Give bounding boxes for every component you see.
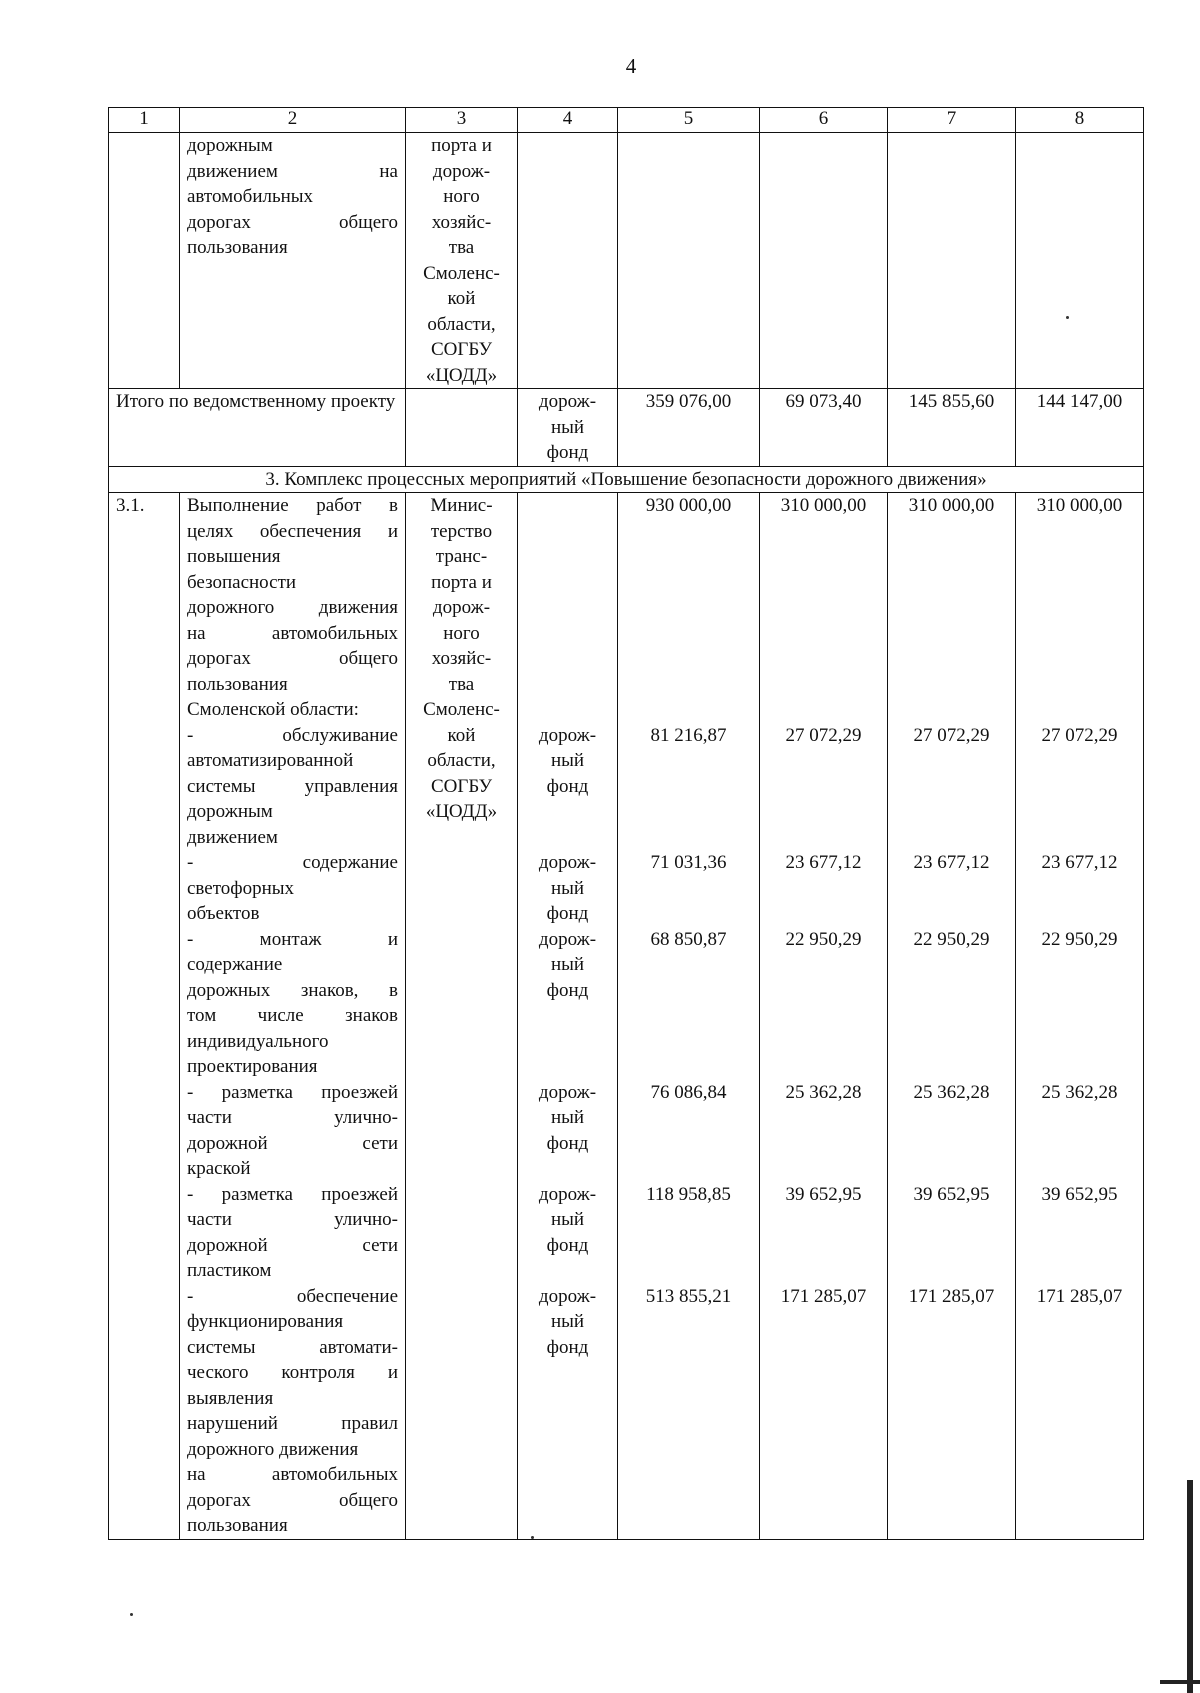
subitem-funding-source: дорож- ный фонд — [518, 1080, 618, 1182]
subitem-value-7: 171 285,07 — [888, 1284, 1016, 1540]
subitem-value-6: 27 072,29 — [760, 723, 888, 851]
subitem-description — [180, 850, 406, 927]
total-row — [109, 389, 1144, 467]
subitem-description-line: пластиком — [187, 1260, 272, 1281]
col-number-6: 6 — [760, 108, 888, 133]
item-description-line: Смоленской области: — [187, 699, 359, 720]
subitem-description-line: системы автомати- — [187, 1336, 398, 1358]
scan-speck — [1066, 316, 1069, 319]
subitem-description-line: краской — [187, 1158, 251, 1179]
subitem-description-line: дорогах общего — [187, 1489, 398, 1511]
subitem-row — [109, 1182, 1144, 1284]
continuation-line: движением на — [187, 160, 398, 182]
subitem-description-line: светофорных — [187, 877, 295, 899]
continuation-description — [180, 133, 406, 389]
subitem-description-line: - обеспечение — [187, 1285, 398, 1307]
subitem-description-line: индивидуального — [187, 1030, 329, 1052]
subitem-description-line: объектов — [187, 903, 260, 924]
item-value-5: 930 000,00 — [618, 493, 760, 723]
subitem-description-line: дорожной сети — [187, 1234, 398, 1256]
subitem-row — [109, 723, 1144, 851]
item-value-6: 310 000,00 — [760, 493, 888, 723]
subitem-value-5: 513 855,21 — [618, 1284, 760, 1540]
total-value-6: 69 073,40 — [760, 389, 888, 467]
item-description-line: пользования — [187, 673, 288, 695]
subitem-row — [109, 1080, 1144, 1182]
col-number-5: 5 — [618, 108, 760, 133]
subitem-value-7: 23 677,12 — [888, 850, 1016, 927]
subitem-description-line: дорожным — [187, 801, 273, 822]
subitem-value-8: 39 652,95 — [1016, 1182, 1144, 1284]
item-executor: Минис- терство транс- порта и дорож- ного хозяйс- тва Смоленс- кой области, СОГБУ «ЦОДД» — [406, 493, 518, 1540]
program-table — [108, 107, 1144, 1540]
subitem-description-line: - содержание — [187, 852, 398, 873]
col-number-3: 3 — [406, 108, 518, 133]
subitem-description-line: автоматизированной — [187, 750, 354, 771]
continuation-line: дорожным — [187, 135, 273, 156]
subitem-value-5: 71 031,36 — [618, 850, 760, 927]
subitem-value-7: 39 652,95 — [888, 1182, 1016, 1284]
scan-speck — [130, 1613, 133, 1616]
subitem-value-5: 81 216,87 — [618, 723, 760, 851]
subitem-funding-source: дорож- ный фонд — [518, 1284, 618, 1540]
subitem-funding-source: дорож- ный фонд — [518, 850, 618, 927]
subitem-value-7: 27 072,29 — [888, 723, 1016, 851]
subitem-value-6: 171 285,07 — [760, 1284, 888, 1540]
item-description-line: дорогах общего — [187, 648, 398, 669]
continuation-executor: порта и дорож- ного хозяйс- тва Смоленс- кой области, СОГБУ «ЦОДД» — [406, 133, 518, 389]
subitem-description — [180, 1284, 406, 1540]
section-row — [109, 466, 1144, 493]
section-title: 3. Комплекс процессных мероприятий «Повышение безопасности дорожного движения» — [109, 466, 1144, 493]
subitem-value-7: 25 362,28 — [888, 1080, 1016, 1182]
subitem-value-8: 22 950,29 — [1016, 927, 1144, 1080]
subitem-description-line: дорожной сети — [187, 1132, 398, 1154]
page-number: 4 — [625, 54, 637, 78]
item-row — [109, 493, 1144, 723]
subitem-description-line: содержание — [187, 954, 283, 975]
subitem-value-5: 118 958,85 — [618, 1182, 760, 1284]
total-funding-source: дорож- ный фонд — [518, 389, 618, 467]
subitem-value-5: 68 850,87 — [618, 927, 760, 1080]
item-value-7: 310 000,00 — [888, 493, 1016, 723]
subitem-value-7: 22 950,29 — [888, 927, 1016, 1080]
subitem-value-8: 23 677,12 — [1016, 850, 1144, 927]
subitem-description-line: функционирования — [187, 1311, 344, 1332]
scan-edge-mark — [1160, 1680, 1200, 1684]
subitem-row — [109, 1284, 1144, 1540]
item-description — [180, 493, 406, 723]
subitem-description-line: движением — [187, 826, 278, 848]
subitem-description-line: нарушений правил — [187, 1413, 398, 1434]
subitem-description-line: дорожных знаков, в — [187, 979, 398, 1001]
total-value-7: 145 855,60 — [888, 389, 1016, 467]
subitem-description-line: пользования — [187, 1515, 288, 1536]
subitem-description — [180, 1182, 406, 1284]
col-number-4: 4 — [518, 108, 618, 133]
item-description-line: дорожного движения — [187, 597, 398, 618]
subitem-value-6: 23 677,12 — [760, 850, 888, 927]
col-number-1: 1 — [109, 108, 180, 133]
subitem-description-line: дорожного движения — [187, 1438, 359, 1460]
subitem-description-line: части улично- — [187, 1107, 398, 1128]
subitem-description-line: том числе знаков — [187, 1005, 398, 1026]
item-description-line: Выполнение работ в — [187, 495, 398, 516]
continuation-row — [109, 133, 1144, 389]
subitem-description — [180, 723, 406, 851]
total-label: Итого по ведомственному проекту — [109, 389, 406, 467]
subitem-value-6: 22 950,29 — [760, 927, 888, 1080]
col-number-8: 8 — [1016, 108, 1144, 133]
continuation-line: пользования — [187, 237, 288, 258]
subitem-funding-source: дорож- ный фонд — [518, 927, 618, 1080]
column-number-row — [109, 108, 1144, 133]
subitem-description-line: - разметка проезжей — [187, 1081, 398, 1103]
subitem-description-line: системы управления — [187, 775, 398, 797]
subitem-description — [180, 927, 406, 1080]
subitem-description-line: - разметка проезжей — [187, 1183, 398, 1205]
subitem-value-6: 39 652,95 — [760, 1182, 888, 1284]
subitem-description-line: проектирования — [187, 1056, 318, 1077]
subitem-value-6: 25 362,28 — [760, 1080, 888, 1182]
item-value-8: 310 000,00 — [1016, 493, 1144, 723]
item-description-line: на автомобильных — [187, 622, 398, 644]
total-value-8: 144 147,00 — [1016, 389, 1144, 467]
total-value-5: 359 076,00 — [618, 389, 760, 467]
col-number-2: 2 — [180, 108, 406, 133]
subitem-description-line: - монтаж и — [187, 928, 398, 950]
item-description-line: безопасности — [187, 571, 297, 593]
subitem-value-8: 25 362,28 — [1016, 1080, 1144, 1182]
subitem-description — [180, 1080, 406, 1182]
subitem-description-line: ческого контроля и — [187, 1362, 398, 1383]
item-description-line: повышения — [187, 546, 281, 567]
subitem-description-line: - обслуживание — [187, 724, 398, 746]
continuation-line: автомобильных — [187, 186, 314, 207]
subitem-description-line: части улично- — [187, 1209, 398, 1230]
scan-edge-line — [1187, 1480, 1193, 1693]
subitem-description-line: на автомобильных — [187, 1464, 398, 1485]
subitem-value-5: 76 086,84 — [618, 1080, 760, 1182]
item-number: 3.1. — [109, 493, 180, 723]
subitem-row — [109, 927, 1144, 1080]
subitem-funding-source: дорож- ный фонд — [518, 1182, 618, 1284]
subitem-row — [109, 850, 1144, 927]
subitem-funding-source: дорож- ный фонд — [518, 723, 618, 851]
subitem-value-8: 171 285,07 — [1016, 1284, 1144, 1540]
scan-speck — [531, 1536, 534, 1539]
subitem-description-line: выявления — [187, 1387, 274, 1409]
col-number-7: 7 — [888, 108, 1016, 133]
subitem-value-8: 27 072,29 — [1016, 723, 1144, 851]
continuation-line: дорогах общего — [187, 211, 398, 233]
item-description-line: целях обеспечения и — [187, 520, 398, 542]
